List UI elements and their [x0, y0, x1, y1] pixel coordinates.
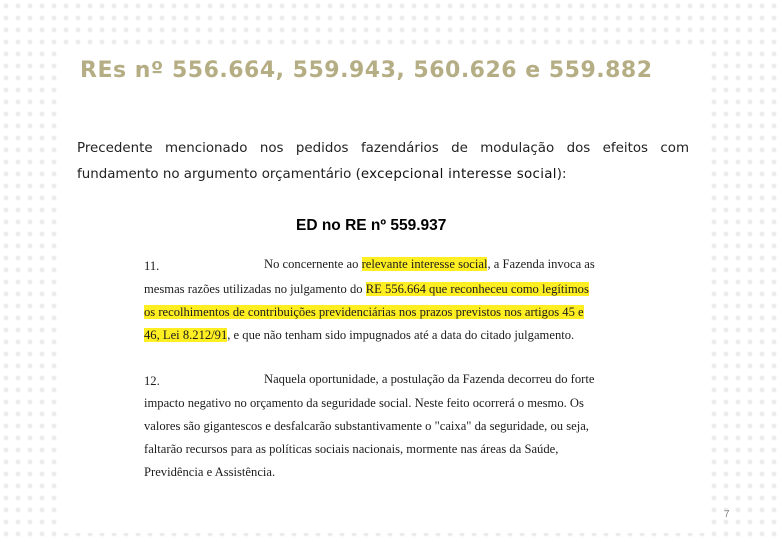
- excerpt-line: [144, 279, 626, 299]
- highlighted-text: 46, Lei 8.212/91: [144, 328, 228, 342]
- highlighted-text: os recolhimentos de contribuições previdenciárias nos prazos previstos nos artigos 45 e: [144, 305, 584, 319]
- excerpt-text: , a Fazenda invoca as: [487, 257, 595, 271]
- excerpt-text: mesmas razões utilizadas no julgamento do: [144, 282, 366, 296]
- excerpt-line: Previdência e Assistência.: [144, 465, 276, 479]
- intro-paragraph: [77, 136, 689, 188]
- slide-title: REs nº 556.664, 559.943, 560.626 e 559.882: [80, 58, 653, 83]
- highlighted-text: relevante interesse social: [361, 257, 488, 271]
- excerpt-heading: ED no RE nº 559.937: [296, 217, 447, 234]
- excerpt-text: No concernente ao: [264, 257, 362, 271]
- excerpt-line: faltarão recursos para as políticas sociais nacionais, mormente nas áreas da Saúde,: [144, 442, 559, 456]
- paragraph-number: 12.: [144, 374, 160, 388]
- intro-emphasis: excepcional interesse social: [360, 167, 557, 182]
- page-number: 7: [724, 509, 730, 520]
- excerpt-line: [144, 325, 626, 345]
- excerpt-line: Naquela oportunidade, a postulação da Fazenda decorreu do forte: [264, 372, 595, 386]
- excerpt-text: , e que não tenham sido impugnados até a data do citado julgamento.: [227, 328, 575, 342]
- excerpt-line: [144, 302, 626, 322]
- document-excerpt: [144, 250, 626, 490]
- intro-text-end: ):: [556, 167, 567, 182]
- paragraph-number: 11.: [144, 259, 160, 273]
- excerpt-line: [264, 254, 626, 274]
- excerpt-line: valores são gigantescos e desfalcarão substantivamente o "caixa" da seguridade, ou seja,: [144, 419, 589, 433]
- intro-text: Precedente mencionado nos pedidos fazendários de modulação dos efeitos com fundamento no argumento orçamentário (: [77, 141, 689, 182]
- excerpt-line: impacto negativo no orçamento da seguridade social. Neste feito ocorrerá o mesmo. Os: [144, 396, 584, 410]
- highlighted-text: RE 556.664 que reconheceu como legítimos: [365, 282, 589, 296]
